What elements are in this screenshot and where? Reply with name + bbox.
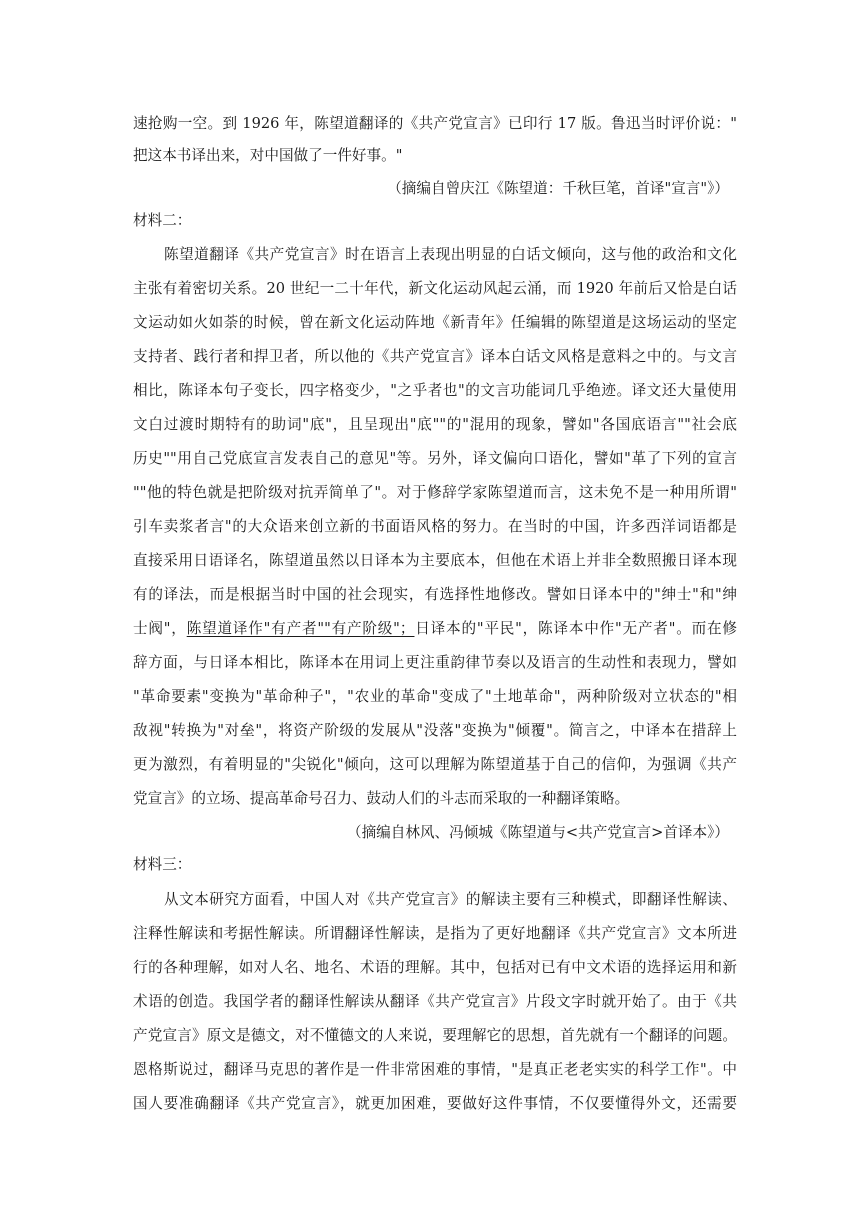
paragraph-line: 速抢购一空。到 1926 年，陈望道翻译的《共产党宣言》已印行 17 版。鲁迅当时评价说：" xyxy=(133,115,737,132)
paragraph-line: ""他的特色就是把阶级对抗弄简单了"。对于修辞学家陈望道而言，这未免不是一种用所谓" xyxy=(133,484,737,501)
paragraph-line: 行的各种理解，如对人名、地名、术语的理解。其中，包括对已有中文术语的选择运用和新 xyxy=(133,959,737,976)
section-heading: 材料三： xyxy=(133,856,192,873)
paragraph-line: 辞方面，与日译本相比，陈译本在用词上更注重韵律节奏以及语言的生动性和表现力，譬如 xyxy=(133,654,737,671)
paragraph-line: 直接采用日语译名，陈望道虽然以日译本为主要底本，但他在术语上并非全数照搬日译本现 xyxy=(133,552,737,569)
paragraph-line: 文白过渡时期特有的助词"底"，且呈现出"底""的"混用的现象，譬如"各国底语言""社会底 xyxy=(133,416,737,433)
paragraph-line: 恩格斯说过，翻译马克思的著作是一件非常困难的事情，"是真正老老实实的科学工作"。中 xyxy=(133,1061,737,1078)
paragraph-line: 有的译法，而是根据当时中国的社会现实，有选择性地修改。譬如日译本中的"绅士"和"绅 xyxy=(133,586,737,603)
paragraph-line: 相比，陈译本句子变长，四字格变少，"之乎者也"的文言功能词几乎绝迹。译文还大量使用 xyxy=(133,382,737,399)
paragraph-line: 支持者、践行者和捍卫者，所以他的《共产党宣言》译本白话文风格是意料之中的。与文言 xyxy=(133,348,737,365)
paragraph-line: 历史""用自己党底宣言发表自己的意见"等。另外，译文偏向口语化，譬如"革了下列的宣言 xyxy=(133,450,737,467)
paragraph-line: 把这本书译出来，对中国做了一件好事。" xyxy=(133,147,403,164)
paragraph-line: 产党宣言》原文是德文，对不懂德文的人来说，要理解它的思想，首先就有一个翻译的问题。 xyxy=(133,1027,737,1044)
section-heading: 材料二： xyxy=(133,212,192,229)
paragraph-line: 敌视"转换为"对垒"，将资产阶级的发展从"没落"变换为"倾覆"。简言之，中译本在措辞上 xyxy=(133,722,737,739)
text-span: 日译本的"平民"，陈译本中作"无产者"。而在修 xyxy=(414,620,737,637)
paragraph-line: 国人要准确翻译《共产党宣言》，就更加困难，要做好这件事情，不仅要懂得外文，还需要 xyxy=(133,1095,737,1112)
paragraph-line: 更为激烈，有着明显的"尖锐化"倾向，这可以理解为陈望道基于自己的信仰，为强调《共产 xyxy=(133,756,737,773)
paragraph-line: 术语的创造。我国学者的翻译性解读从翻译《共产党宣言》片段文字时就开始了。由于《共 xyxy=(133,993,737,1010)
paragraph-line: 党宣言》的立场、提高革命号召力、鼓动人们的斗志而采取的一种翻译策略。 xyxy=(133,790,630,807)
paragraph-line: 引车卖浆者言"的大众语来创立新的书面语风格的努力。在当时的中国，许多西洋词语都是 xyxy=(133,518,737,535)
paragraph-line: 文运动如火如荼的时候，曾在新文化运动阵地《新青年》任编辑的陈望道是这场运动的坚定 xyxy=(133,314,737,331)
paragraph-line: 注释性解读和考据性解读。所谓翻译性解读，是指为了更好地翻译《共产党宣言》文本所进 xyxy=(133,925,737,942)
paragraph-line: 陈望道翻译《共产党宣言》时在语言上表现出明显的白话文倾向，这与他的政治和文化 xyxy=(164,246,737,263)
text-span: 士阀"， xyxy=(133,620,187,637)
paragraph-line: 从文本研究方面看，中国人对《共产党宣言》的解读主要有三种模式，即翻译性解读、 xyxy=(164,891,737,908)
paragraph-line-underlined xyxy=(133,619,737,639)
underlined-text: 陈望道译作"有产者""有产阶级"； xyxy=(186,620,415,637)
paragraph-line: 主张有着密切关系。20 世纪一二十年代，新文化运动风起云涌，而 1920 年前后又恰是白话 xyxy=(133,280,737,297)
source-citation: （摘编自曾庆江《陈望道：千秋巨笔，首译"宣言"》） xyxy=(387,180,729,197)
paragraph-line: "革命要素"变换为"革命种子"，"农业的革命"变成了"土地革命"，两种阶级对立状态的"相 xyxy=(133,688,737,705)
source-citation: （摘编自林风、冯倾城《陈望道与<共产党宣言>首译本》） xyxy=(346,824,729,841)
